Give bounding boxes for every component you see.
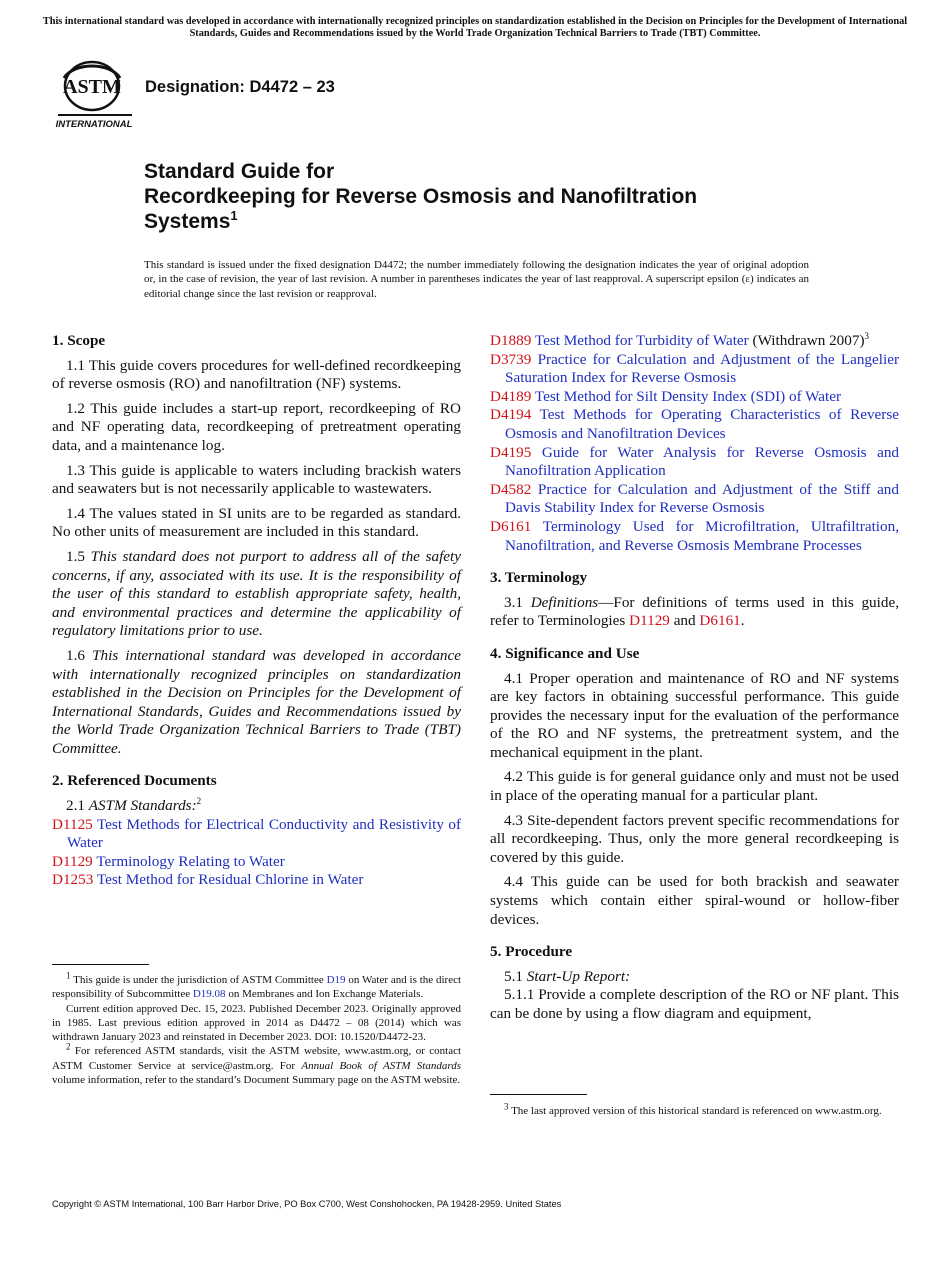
footnote-1-edition: Current edition approved Dec. 15, 2023. Published December 2023. Originally approved in 1985. Last previous edition approved in 2014 as D4472 – 08 (2014) which was withdrawn January 2023 and reinstated in December 2023. DOI: 10.1520/D4472-23. <box>52 1002 461 1044</box>
document-title <box>144 159 844 234</box>
ref-item[interactable]: D1889 Test Method for Turbidity of Water (Withdrawn 2007)$^3$ <box>490 330 870 349</box>
ref-item[interactable]: D6161 Terminology Used for Microfiltration, Ultrafiltration, Nanofiltration, and Reverse Osmosis Membrane Processes <box>490 517 900 554</box>
ref-item[interactable]: D3739 Practice for Calculation and Adjustment of the Langelier Saturation Index for Reverse Osmosis <box>490 350 900 387</box>
ref-item[interactable]: D1129 Terminology Relating to Water <box>52 852 285 870</box>
footnote-1: $^1$ This guide is under the jurisdiction of ASTM Committee D19 on Water and is the direct responsibility of Subcommittee D19.08 on Membranes and Ion Exchange Materials. <box>52 970 462 1001</box>
scope-1-6: 1.6 This international standard was developed in accordance with internationally recognized principles on standardization established in the Decision on Principles for the Development of International Standards, Guides and Recommendations issued by the World Trade Organization Technical Barriers to Trade (TBT) Committee. <box>52 646 462 757</box>
ref-item[interactable]: D4582 Practice for Calculation and Adjustment of the Stiff and Davis Stability Index for Reverse Osmosis <box>490 480 899 517</box>
terminology-3-1: 3.1 Definitions—For definitions of terms used in this guide, refer to Terminologies D1129 and D6161. <box>490 593 899 630</box>
significance-4-3: 4.3 Site-dependent factors prevent specific recommendations for all recordkeeping. Thus, only the more general recordkeeping is covered by this guide. <box>490 811 899 866</box>
tbt-notice: This international standard was developed in accordance with internationally recognized principles on standardization established in the Decision on Principles for the Development of International Standards, Guides and Recommendations issued by the World Trade Organization Technical Barriers to Trade (TBT) Committee. <box>42 16 908 39</box>
logo-label: INTERNATIONAL <box>55 119 133 130</box>
footnote-rule-right <box>490 1094 587 1095</box>
footnote-3: $^3$ The last approved version of this historical standard is referenced on www.astm.org. <box>504 1101 882 1117</box>
significance-heading: 4. Significance and Use <box>490 644 640 662</box>
significance-4-4: 4.4 This guide can be used for both brackish and seawater systems which contain either spiral-wound or hollow-fiber devices. <box>490 873 899 928</box>
astm-standards-label: 2.1 ASTM Standards:$^2$ <box>66 796 202 815</box>
significance-4-2: 4.2 This guide is for general guidance only and must not be used in place of the operating manual for a particular plant. <box>490 768 899 805</box>
scope-1-2: 1.2 This guide includes a start-up report, recordkeeping of RO and NF operating data, recordkeeping of pretreatment operating data, and a maintenance log. <box>52 399 461 454</box>
terminology-heading: 3. Terminology <box>490 569 588 587</box>
footnote-rule-left <box>52 964 149 965</box>
designation: Designation: D4472 – 23 <box>145 78 335 96</box>
ref-item[interactable]: D1125 Test Methods for Electrical Conductivity and Resistivity of Water <box>52 815 461 852</box>
scope-1-4: 1.4 The values stated in SI units are to be regarded as standard. No other units of measurement are included in this standard. <box>52 504 461 541</box>
ref-item[interactable]: D1253 Test Method for Residual Chlorine in Water <box>52 871 364 889</box>
astm-logo <box>52 56 136 132</box>
significance-4-1: 4.1 Proper operation and maintenance of RO and NF systems are key factors in obtaining successful performance. This guide provides the necessary input for the evaluation of the performance of the RO and NF systems, the pretreatment system, and the mechanical equipment in the plant. <box>490 669 899 761</box>
logo-mark: ASTM <box>63 76 121 98</box>
ref-item[interactable]: D4194 Test Methods for Operating Characteristics of Reverse Osmosis and Nanofiltration Devices <box>490 406 899 442</box>
scope-1-1: 1.1 This guide covers procedures for well-defined recordkeeping of reverse osmosis (RO) and nanofiltration (NF) systems. <box>52 356 461 393</box>
footnote-2: $^2$ For referenced ASTM standards, visit the ASTM website, www.astm.org, or contact ASTM Customer Service at service@astm.org. For Annual Book of ASTM Standards volume information, refer to the standard’s Document Summary page on the ASTM website. <box>52 1041 462 1087</box>
procedure-heading: 5. Procedure <box>490 943 573 961</box>
ref-item[interactable]: D4195 Guide for Water Analysis for Reverse Osmosis and Nanofiltration Application <box>490 443 900 480</box>
right-column <box>490 332 899 1030</box>
footnotes-right <box>490 1101 899 1118</box>
left-column <box>52 332 461 890</box>
issued-note: This standard is issued under the fixed designation D4472; the number immediately following the designation indicates the year of original adoption or, in the case of revision, the year of last revision. A number in parentheses indicates the year of last reapproval. A superscript epsilon (ε) indicates an editorial change since the last revision or reapproval. <box>144 259 809 300</box>
scope-1-3: 1.3 This guide is applicable to waters including brackish waters and seawaters but is not necessarily applicable to wastewaters. <box>52 461 461 498</box>
copyright: Copyright © ASTM International, 100 Barr Harbor Drive, PO Box C700, West Conshohocken, PA 19428-2959. United States <box>52 1199 562 1209</box>
refdocs-heading: 2. Referenced Documents <box>52 772 217 790</box>
title-line-3: Systems <box>144 210 231 233</box>
footnotes-left <box>52 970 462 1087</box>
procedure-5-1: 5.1 Start-Up Report: <box>504 967 631 985</box>
ref-item[interactable]: D4189 Test Method for Silt Density Index (SDI) of Water <box>490 387 842 405</box>
title-line-2: Recordkeeping for Reverse Osmosis and Nanofiltration <box>144 185 698 208</box>
astm-logo-icon <box>52 56 136 132</box>
scope-1-5: 1.5 This standard does not purport to address all of the safety concerns, if any, associated with its use. It is the responsibility of the user of this standard to establish appropriate safety, health, and environmental practices and determine the applicability of regulatory limitations prior to use. <box>52 547 462 640</box>
title-line-1: Standard Guide for <box>144 160 335 183</box>
link-d1129[interactable]: D1129 <box>629 612 670 630</box>
title-footnote-mark: 1 <box>230 208 238 223</box>
procedure-5-1-1: 5.1.1 Provide a complete description of the RO or NF plant. This can be done by using a flow diagram and equipment, <box>490 986 899 1022</box>
scope-heading: 1. Scope <box>52 332 106 349</box>
link-d6161[interactable]: D6161 <box>699 612 741 630</box>
